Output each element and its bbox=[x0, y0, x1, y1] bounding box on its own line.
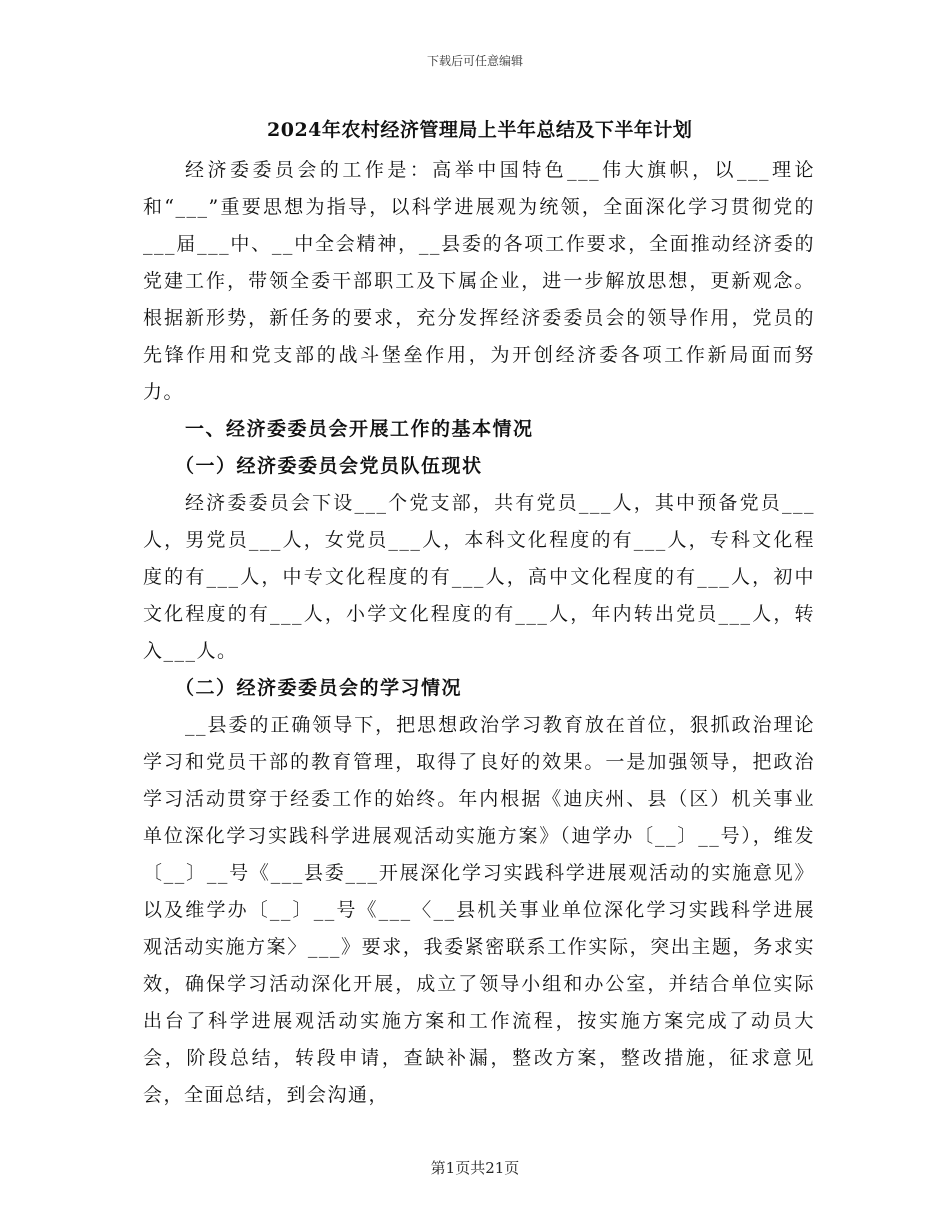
page-header: 下载后可任意编辑 bbox=[426, 54, 523, 68]
section-heading-1: 一、经济委委员会开展工作的基本情况 bbox=[185, 418, 534, 440]
subsection-heading-2: （二）经济委委员会的学习情况 bbox=[175, 677, 463, 699]
subsection-1-paragraph: 经济委委员会下设___个党支部，共有党员___人，其中预备党员___人，男党员___人，女党员___人，本科文化程度的有___人，专科文化程度的有___人，中专文化程度的有___人，高中文化程度的有___人，初中文化程度的有___人，小学文化程度的有___人，年内转出党员___人，转入___人。 bbox=[143, 492, 815, 662]
document-body bbox=[143, 116, 815, 1114]
subsection-2-paragraph: __县委的正确领导下，把思想政治学习教育放在首位，狠抓政治理论学习和党员干部的教育管理，取得了良好的效果。一是加强领导，把政治学习活动贯穿于经委工作的始终。年内根据《迪庆州、县（区）机关事业单位深化学习实践科学进展观活动实施方案》（迪学办〔__〕__号），维发〔__〕__号《___县委___开展深化学习实践科学进展观活动的实施意见》以及维学办〔__〕__号《___〈__县机关事业单位深化学习实践科学进展观活动实施方案〉___》要求，我委紧密联系工作实际，突出主题，务求实效，确保学习活动深化开展，成立了领导小组和办公室，并结合单位实际出台了科学进展观活动实施方案和工作流程，按实施方案完成了动员大会，阶段总结，转段申请，查缺补漏，整改方案，整改措施，征求意见会，全面总结，到会沟通， bbox=[143, 714, 815, 1106]
intro-paragraph: 经济委委员会的工作是：高举中国特色___伟大旗帜，以___理论和“___”重要思想为指导，以科学进展观为统领，全面深化学习贯彻党的___届___中、__中全会精神，__县委的各项工作要求，全面推动经济委的党建工作，带领全委干部职工及下属企业，进一步解放思想，更新观念。根据新形势，新任务的要求，充分发挥经济委委员会的领导作用，党员的先锋作用和党支部的战斗堡垒作用，为开创经济委各项工作新局面而努力。 bbox=[143, 159, 815, 403]
page-footer: 第1页共21页 bbox=[430, 1159, 520, 1177]
subsection-heading-1: （一）经济委委员会党员队伍现状 bbox=[175, 455, 483, 477]
document-title: 2024年农村经济管理局上半年总结及下半年计划 bbox=[267, 119, 693, 141]
